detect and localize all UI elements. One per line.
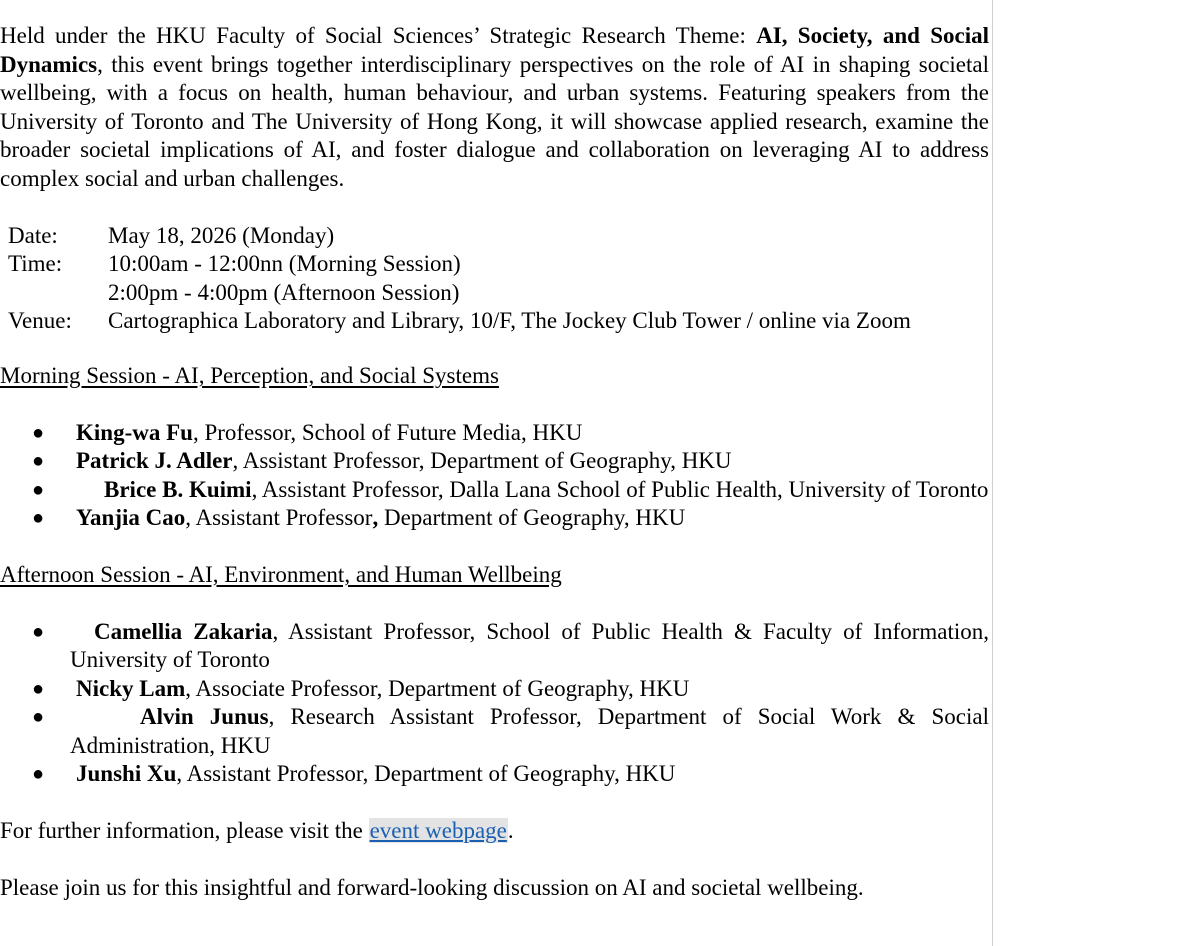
list-item (0, 675, 989, 704)
page-margin-rule (992, 0, 993, 946)
event-webpage-link[interactable]: event webpage (369, 818, 507, 844)
speaker-title: , Assistant Professor, School of Public Health & Faculty of Information, University of Toronto (70, 618, 989, 673)
research-theme: AI, Society, and Social Dynamics (0, 23, 989, 77)
further-info-suffix: . (507, 818, 514, 844)
closing-paragraph: Please join us for this insightful and forward-looking discussion on AI and societal wellbeing. (0, 874, 864, 900)
speaker-name: Camellia Zakaria (94, 618, 273, 644)
further-info-prefix: For further information, please visit the (0, 818, 369, 844)
speaker-name: Nicky Lam (76, 675, 186, 701)
speaker-name: Yanjia Cao (76, 505, 186, 531)
document-body (0, 22, 989, 902)
bullet-icon: ● (32, 507, 45, 530)
afternoon-speaker-list (0, 618, 989, 790)
speaker-name: Patrick J. Adler (76, 448, 233, 474)
bullet-icon: ● (32, 763, 45, 786)
speaker-title: , Professor, School of Future Media, HKU (192, 419, 583, 445)
list-item (0, 504, 989, 533)
venue-value: Cartographica Laboratory and Library, 10/F, The Jockey Club Tower / online via Zoom (108, 308, 911, 334)
intro-prefix: Held under the HKU Faculty of Social Sciences’ Strategic Research Theme: (0, 23, 757, 48)
speaker-title: , Assistant Professor, Dalla Lana School of Public Health, University of Toronto (251, 476, 989, 502)
afternoon-session-heading: Afternoon Session - AI, Environment, and Human Wellbeing (0, 561, 562, 587)
speaker-title: , Assistant Professor, Department of Geography, HKU (232, 448, 732, 474)
intro-body: , this event brings together interdisciplinary perspectives on the role of AI in shaping societal wellbeing, with a focus on health, human behaviour, and urban systems. Featuring speakers from the University of Toronto and The University of Hong Kong, it will showcase applied research, examine the broader societal implications of AI, and foster dialogue and collaboration on leveraging AI to address complex social and urban challenges. (0, 51, 989, 191)
list-item (0, 419, 989, 448)
speaker-name: Alvin Junus (140, 704, 269, 730)
intro-paragraph (0, 22, 989, 194)
time-afternoon: 2:00pm - 4:00pm (Afternoon Session) (108, 279, 460, 305)
speaker-title-dept: Department of Geography, HKU (378, 505, 686, 531)
list-item (0, 476, 989, 505)
time-morning: 10:00am - 12:00nn (Morning Session) (108, 251, 461, 277)
bullet-icon: ● (32, 478, 45, 501)
bullet-icon: ● (32, 706, 45, 729)
list-item (0, 618, 989, 675)
bullet-icon: ● (32, 450, 45, 473)
event-details (8, 222, 989, 336)
speaker-title: , Research Assistant Professor, Department of Social Work & Social Administration, HKU (70, 704, 989, 758)
time-label: Time: (8, 251, 63, 277)
venue-label: Venue: (8, 308, 72, 334)
venue-row (8, 307, 989, 336)
bullet-icon: ● (32, 620, 45, 643)
time-row (8, 250, 989, 279)
list-item (0, 447, 989, 476)
time-row-afternoon (8, 279, 989, 308)
speaker-title-comma: , (372, 505, 379, 531)
date-value: May 18, 2026 (Monday) (108, 222, 335, 248)
speaker-title: , Assistant Professor, Department of Geography, HKU (176, 761, 676, 787)
speaker-name: King-wa Fu (76, 419, 193, 445)
further-info-paragraph (0, 817, 989, 846)
speaker-title: , Associate Professor, Department of Geography, HKU (185, 675, 690, 701)
list-item (0, 760, 989, 789)
speaker-title: , Assistant Professor (185, 505, 373, 531)
list-item (0, 703, 989, 760)
morning-speaker-list (0, 419, 989, 533)
speaker-name: Brice B. Kuimi (104, 476, 252, 502)
speaker-name: Junshi Xu (76, 761, 177, 787)
bullet-icon: ● (32, 421, 45, 444)
date-label: Date: (8, 222, 58, 248)
morning-session-heading: Morning Session - AI, Perception, and Social Systems (0, 362, 499, 388)
bullet-icon: ● (32, 677, 45, 700)
date-row (8, 222, 989, 251)
